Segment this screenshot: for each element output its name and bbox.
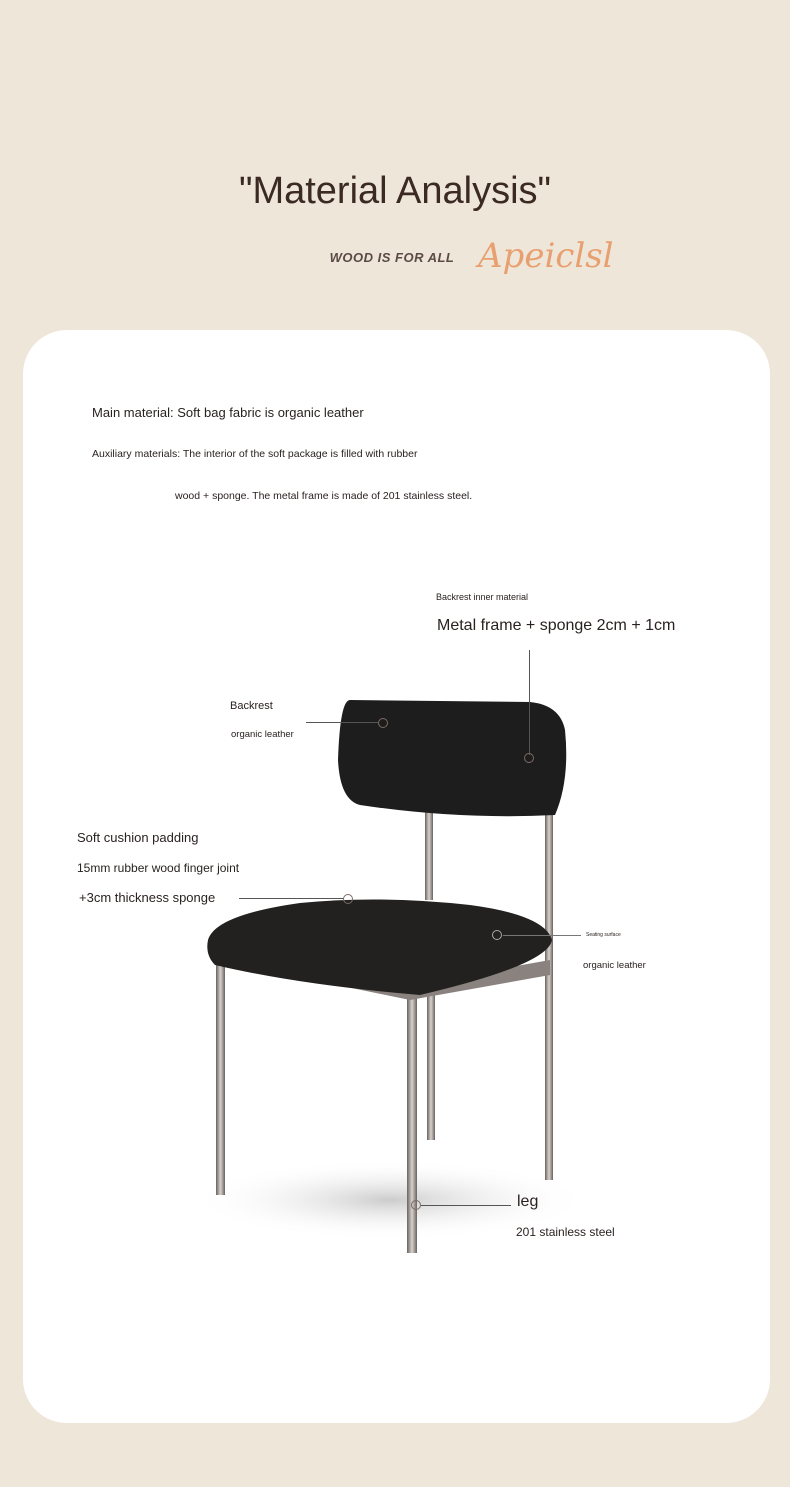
seat-marker bbox=[492, 930, 502, 940]
backrest-inner-marker bbox=[524, 753, 534, 763]
leg-value: 201 stainless steel bbox=[516, 1225, 615, 1239]
leg-marker bbox=[411, 1200, 421, 1210]
backrest-label: Backrest bbox=[230, 700, 273, 712]
seat-value: organic leather bbox=[583, 960, 646, 971]
seat-label: Seating surface bbox=[586, 932, 621, 938]
brand-logo-script: Apeiclsl bbox=[478, 236, 614, 276]
backrest-inner-label: Backrest inner material bbox=[436, 592, 529, 602]
backrest-value: organic leather bbox=[231, 729, 294, 740]
cushion-text-1: Soft cushion padding bbox=[77, 830, 199, 845]
cushion-text-3: +3cm thickness sponge bbox=[79, 890, 216, 905]
leg-label: leg bbox=[517, 1193, 539, 1210]
cushion-marker bbox=[343, 894, 353, 904]
backrest-marker bbox=[378, 718, 388, 728]
backrest-inner-leader bbox=[529, 650, 530, 755]
brand-logo: WOOD IS FOR ALL bbox=[329, 250, 455, 265]
cushion-leader bbox=[239, 898, 344, 899]
backrest-leader bbox=[306, 722, 378, 723]
backrest-inner-value: Metal frame + sponge 2cm + 1cm bbox=[437, 617, 676, 634]
aux-material-text-1: Auxiliary materials: The interior of the soft package is filled with rubber bbox=[92, 448, 418, 460]
aux-material-text-2: wood + sponge. The metal frame is made of 201 stainless steel. bbox=[175, 490, 473, 502]
cushion-text-2: 15mm rubber wood finger joint bbox=[77, 861, 240, 875]
page-title: "Material Analysis" bbox=[238, 170, 552, 212]
seat-leader bbox=[503, 935, 581, 936]
main-material-text: Main material: Soft bag fabric is organic leather bbox=[92, 405, 364, 420]
leg-leader bbox=[421, 1205, 511, 1206]
